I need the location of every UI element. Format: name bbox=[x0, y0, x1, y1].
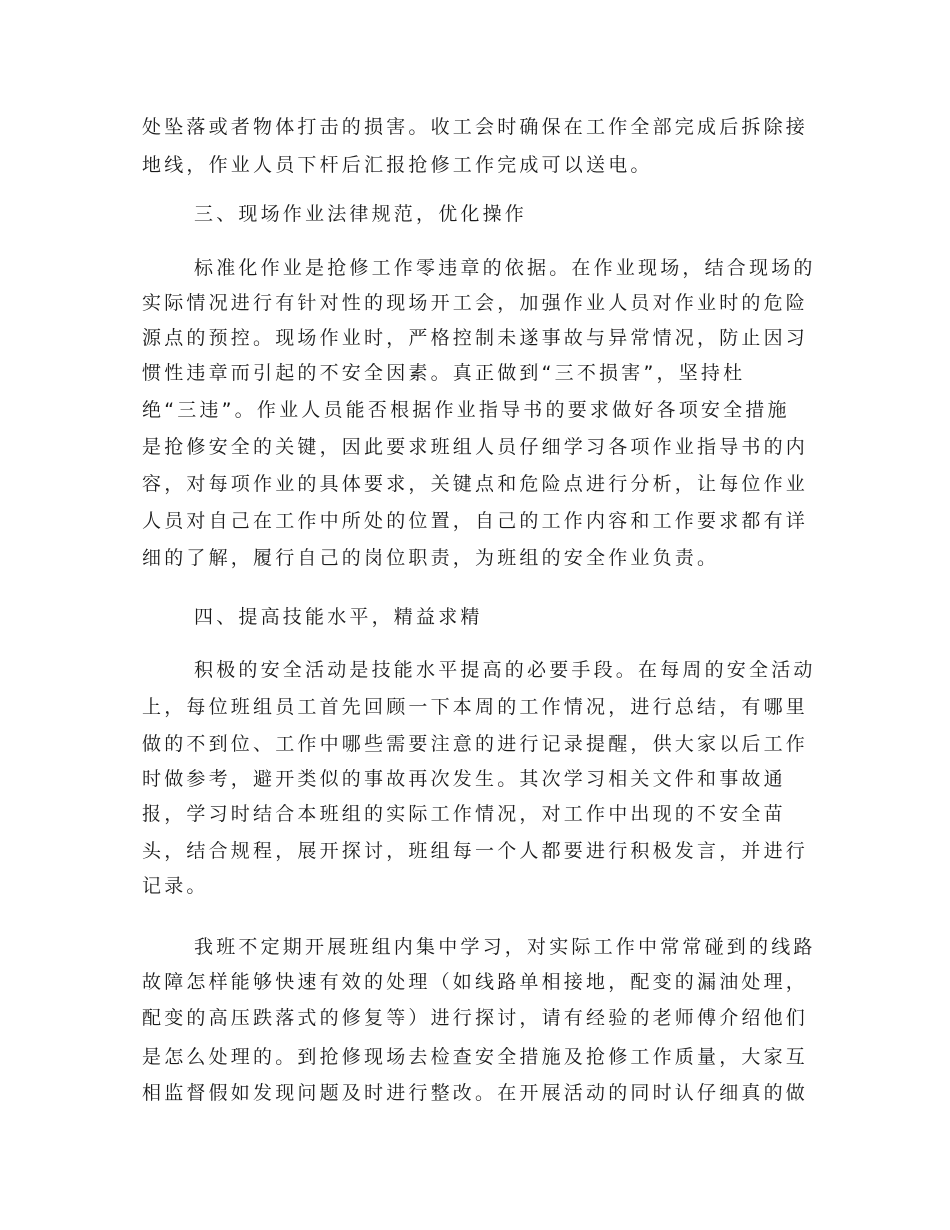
text-line: 上，每位班组员工首先回顾一下本周的工作情况，进行总结，有哪里 bbox=[142, 696, 809, 718]
text-line: 处坠落或者物体打击的损害。收工会时确保在工作全部完成后拆除接 bbox=[142, 116, 809, 138]
text-line: 是抢修安全的关键，因此要求班组人员仔细学习各项作业指导书的内 bbox=[142, 436, 809, 458]
text-line: 绝“三违”。作业人员能否根据作业指导书的要求做好各项安全措施 bbox=[142, 399, 790, 421]
text-line: 标准化作业是抢修工作零违章的依据。在作业现场，结合现场的 bbox=[194, 257, 816, 279]
text-line: 报，学习时结合本班组的实际工作情况，对工作中出现的不安全苗 bbox=[142, 803, 786, 825]
text-line: 是怎么处理的。到抢修现场去检查安全措施及抢修工作质量，大家互 bbox=[142, 1046, 809, 1068]
text-line: 故障怎样能够快速有效的处理（如线路单相接地，配变的漏油处理， bbox=[142, 971, 809, 993]
section-heading: 四、提高技能水平，精益求精 bbox=[194, 606, 483, 628]
text-line: 时做参考，避开类似的事故再次发生。其次学习相关文件和事故通 bbox=[142, 768, 786, 790]
text-line: 实际情况进行有针对性的现场开工会，加强作业人员对作业时的危险 bbox=[142, 292, 809, 314]
text-line: 做的不到位、工作中哪些需要注意的进行记录提醒，供大家以后工作 bbox=[142, 733, 809, 755]
text-line: 容，对每项作业的具体要求，关键点和危险点进行分析，让每位作业 bbox=[142, 473, 809, 495]
text-line: 头，结合规程，展开探讨，班组每一个人都要进行积极发言，并进行 bbox=[142, 840, 809, 862]
text-line: 积极的安全活动是技能水平提高的必要手段。在每周的安全活动 bbox=[194, 659, 816, 681]
text-line: 相监督假如发现问题及时进行整改。在开展活动的同时认仔细真的做 bbox=[142, 1082, 809, 1104]
text-line: 惯性违章而引起的不安全因素。真正做到“三不损害”，坚持杜 bbox=[142, 362, 746, 384]
text-line: 我班不定期开展班组内集中学习，对实际工作中常常碰到的线路 bbox=[194, 936, 816, 958]
text-line: 配变的高压跌落式的修复等）进行探讨，请有经验的老师傅介绍他们 bbox=[142, 1007, 809, 1029]
text-line: 细的了解，履行自己的岗位职责，为班组的安全作业负责。 bbox=[142, 547, 720, 569]
text-line: 地线，作业人员下杆后汇报抢修工作完成可以送电。 bbox=[142, 154, 653, 176]
text-line: 记录。 bbox=[142, 875, 209, 897]
section-heading: 三、现场作业法律规范，优化操作 bbox=[194, 203, 528, 225]
text-line: 人员对自己在工作中所处的位置，自己的工作内容和工作要求都有详 bbox=[142, 510, 809, 532]
text-line: 源点的预控。现场作业时，严格控制未遂事故与异常情况，防止因习 bbox=[142, 327, 809, 349]
